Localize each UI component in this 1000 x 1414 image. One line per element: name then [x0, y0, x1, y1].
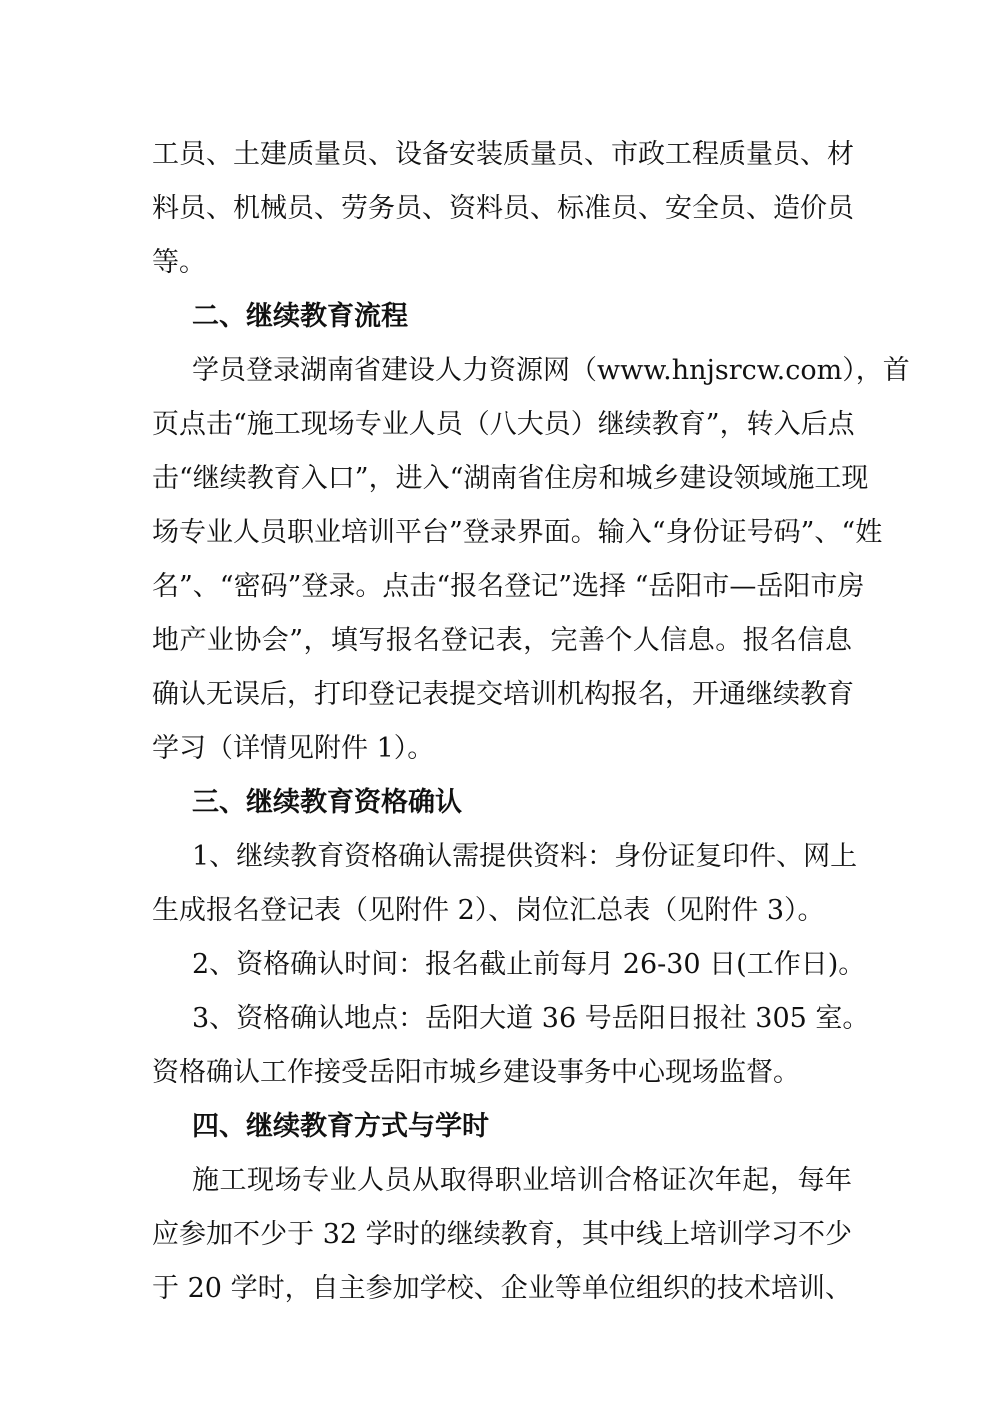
paragraph-line: 名”、“密码”登录。点击“报名登记”选择 “岳阳市—岳阳市房 [152, 571, 865, 602]
paragraph-line: 生成报名登记表（见附件 2）、岗位汇总表（见附件 3）。 [152, 895, 825, 926]
paragraph-line: 3、资格确认地点：岳阳大道 36 号岳阳日报社 305 室。 [192, 1003, 870, 1034]
paragraph-line: 1、继续教育资格确认需提供资料：身份证复印件、网上 [192, 841, 858, 872]
paragraph-line: 地产业协会”，填写报名登记表，完善个人信息。报名信息 [152, 625, 852, 656]
paragraph-line: 应参加不少于 32 学时的继续教育，其中线上培训学习不少 [152, 1219, 852, 1250]
section-heading: 二、继续教育流程 [192, 301, 408, 332]
paragraph-line: 确认无误后，打印登记表提交培训机构报名，开通继续教育 [152, 679, 854, 710]
paragraph-line: 施工现场专业人员从取得职业培训合格证次年起，每年 [192, 1165, 852, 1196]
paragraph-line: 资格确认工作接受岳阳市城乡建设事务中心现场监督。 [152, 1057, 800, 1088]
paragraph-line: 学习（详情见附件 1）。 [152, 733, 435, 764]
section-heading: 四、继续教育方式与学时 [192, 1111, 489, 1142]
paragraph-line: 2、资格确认时间：报名截止前每月 26-30 日(工作日)。 [192, 949, 866, 980]
paragraph-line: 击“继续教育入口”，进入“湖南省住房和城乡建设领域施工现 [152, 463, 869, 494]
section-heading: 三、继续教育资格确认 [192, 787, 462, 818]
paragraph-line: 工员、土建质量员、设备安装质量员、市政工程质量员、材 [152, 139, 854, 170]
paragraph-line: 页点击“施工现场专业人员（八大员）继续教育”，转入后点 [152, 409, 855, 440]
paragraph-line: 学员登录湖南省建设人力资源网（www.hnjsrcw.com），首 [192, 355, 910, 386]
paragraph-line: 于 20 学时，自主参加学校、企业等单位组织的技术培训、 [152, 1273, 852, 1304]
paragraph-line: 等。 [152, 247, 206, 278]
paragraph-line: 料员、机械员、劳务员、资料员、标准员、安全员、造价员 [152, 193, 854, 224]
document-page [152, 128, 910, 1316]
paragraph-line: 场专业人员职业培训平台”登录界面。输入“身份证号码”、“姓 [152, 517, 883, 548]
